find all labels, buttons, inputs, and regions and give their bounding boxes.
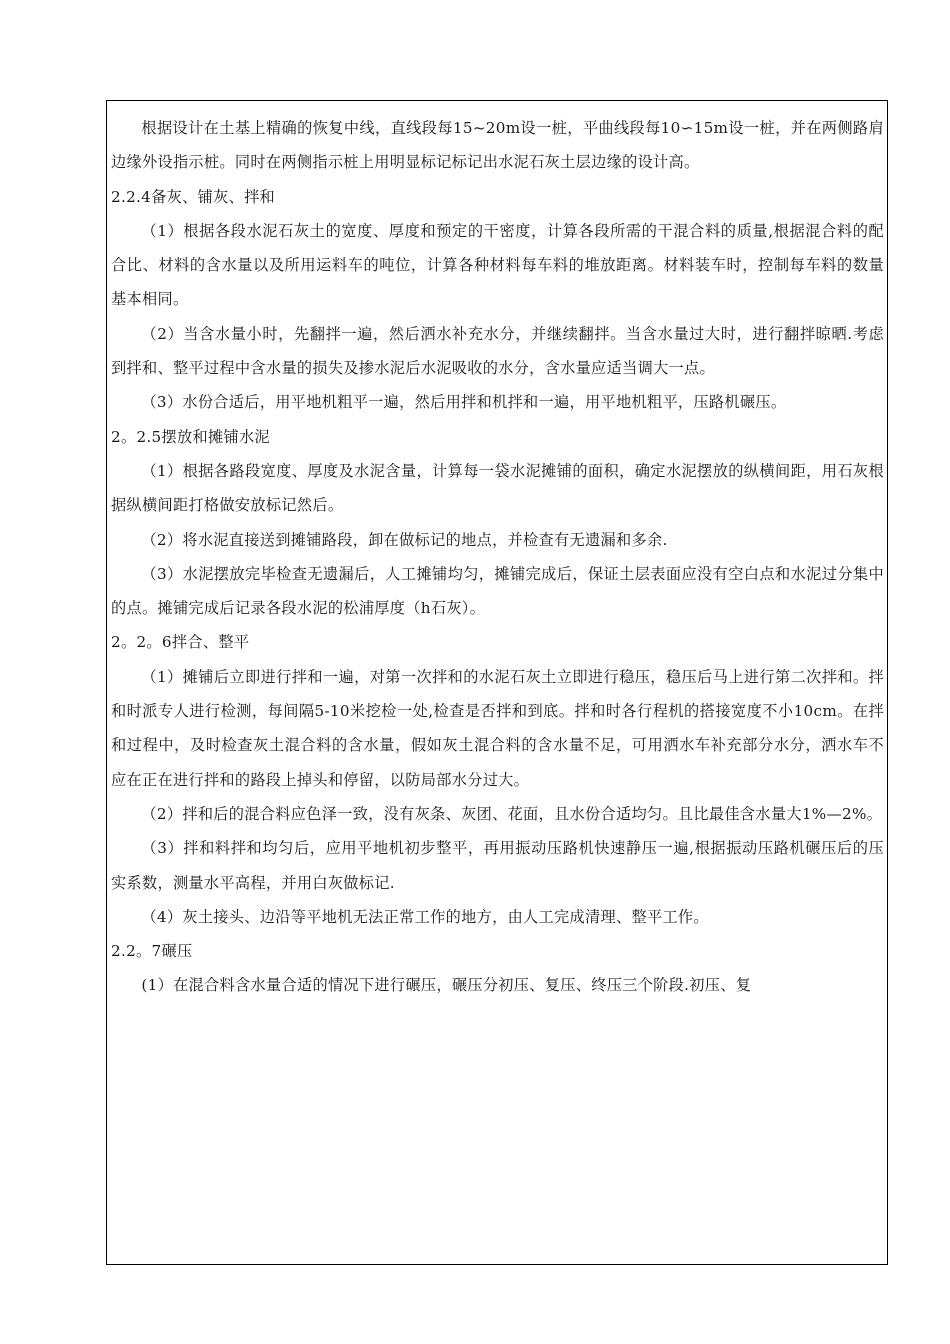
paragraph-2-2-5-item-2: （2）将水泥直接送到摊铺路段，卸在做标记的地点，并检查有无遗漏和多余. [141, 530, 668, 549]
paragraph-2-2-5-item-1: （1）根据各路段宽度、厚度及水泥含量，计算每一袋水泥摊铺的面积，确定水泥摆放的纵横间距，用石灰根据纵横间距打格做安放标记然后。 [111, 461, 884, 515]
paragraph-2-2-5-item-3: （3）水泥摆放完毕检查无遗漏后，人工摊铺均匀，摊铺完成后，保证土层表面应没有空白点和水泥过分集中的点。摊铺完成后记录各段水泥的松浦厚度（h石灰）。 [111, 564, 884, 618]
paragraph-2-2-6-item-2: （2）拌和后的混合料应色泽一致，没有灰条、灰团、花面，且水份合适均匀。且比最佳含水量大1%—2%。 [141, 804, 883, 823]
document-frame [106, 100, 888, 1265]
paragraph-2-2-6-item-1: （1）摊铺后立即进行拌和一遍，对第一次拌和的水泥石灰土立即进行稳压，稳压后马上进行第二次拌和。拌和时派专人进行检测，每间隔5-10米挖检一处,检查是否拌和到底。拌和时各行程机的搭接宽度不小10cm。在拌和过程中，及时检查灰土混合料的含水量，假如灰土混合料的含水量不足，可用洒水车补充部分水分，洒水车不应在正在进行拌和的路段上掉头和停留，以防局部水分过大。 [111, 667, 884, 789]
heading-2-2-6: 2。2。6拌合、整平 [111, 633, 250, 652]
paragraph-2-2-4-item-1: （1）根据各段水泥石灰土的宽度、厚度和预定的干密度，计算各段所需的干混合料的质量,根据混合料的配合比、材料的含水量以及所用运料车的吨位，计算各种材料每车料的堆放距离。材料装车时，控制每车料的数量基本相同。 [111, 221, 884, 309]
paragraph-2-2-6-item-4: （4）灰土接头、边沿等平地机无法正常工作的地方，由人工完成清理、整平工作。 [141, 907, 709, 926]
paragraph-2-2-7-item-1: (1）在混合料含水量合适的情况下进行碾压，碾压分初压、复压、终压三个阶段.初压、复 [141, 976, 752, 995]
heading-2-2-5: 2。2.5摆放和摊铺水泥 [111, 427, 270, 446]
heading-2-2-7: 2.2。7碾压 [111, 942, 193, 961]
paragraph-2-2-4-item-3: （3）水份合适后，用平地机粗平一遍，然后用拌和机拌和一遍，用平地机粗平，压路机碾压。 [141, 393, 787, 412]
paragraph-2-2-6-item-3: （3）拌和料拌和均匀后，应用平地机初步整平，再用振动压路机快速静压一遍,根据振动压路机碾压后的压实系数，测量水平高程，并用白灰做标记. [111, 839, 884, 892]
paragraph-2-2-4-item-2: （2）当含水量小时，先翻拌一遍，然后洒水补充水分，并继续翻拌。当含水量过大时，进行翻拌晾晒.考虑到拌和、整平过程中含水量的损失及掺水泥后水泥吸收的水分，含水量应适当调大一点。 [111, 324, 884, 378]
heading-2-2-4: 2.2.4备灰、铺灰、拌和 [111, 187, 276, 206]
paragraph-stake-out: 根据设计在土基上精确的恢复中线，直线段每15~20m设一桩，平曲线段每10∽15m设一桩，并在两侧路肩边缘外设指示桩。同时在两侧指示桩上用明显标记标记出水泥石灰土层边缘的设计高。 [111, 119, 884, 172]
